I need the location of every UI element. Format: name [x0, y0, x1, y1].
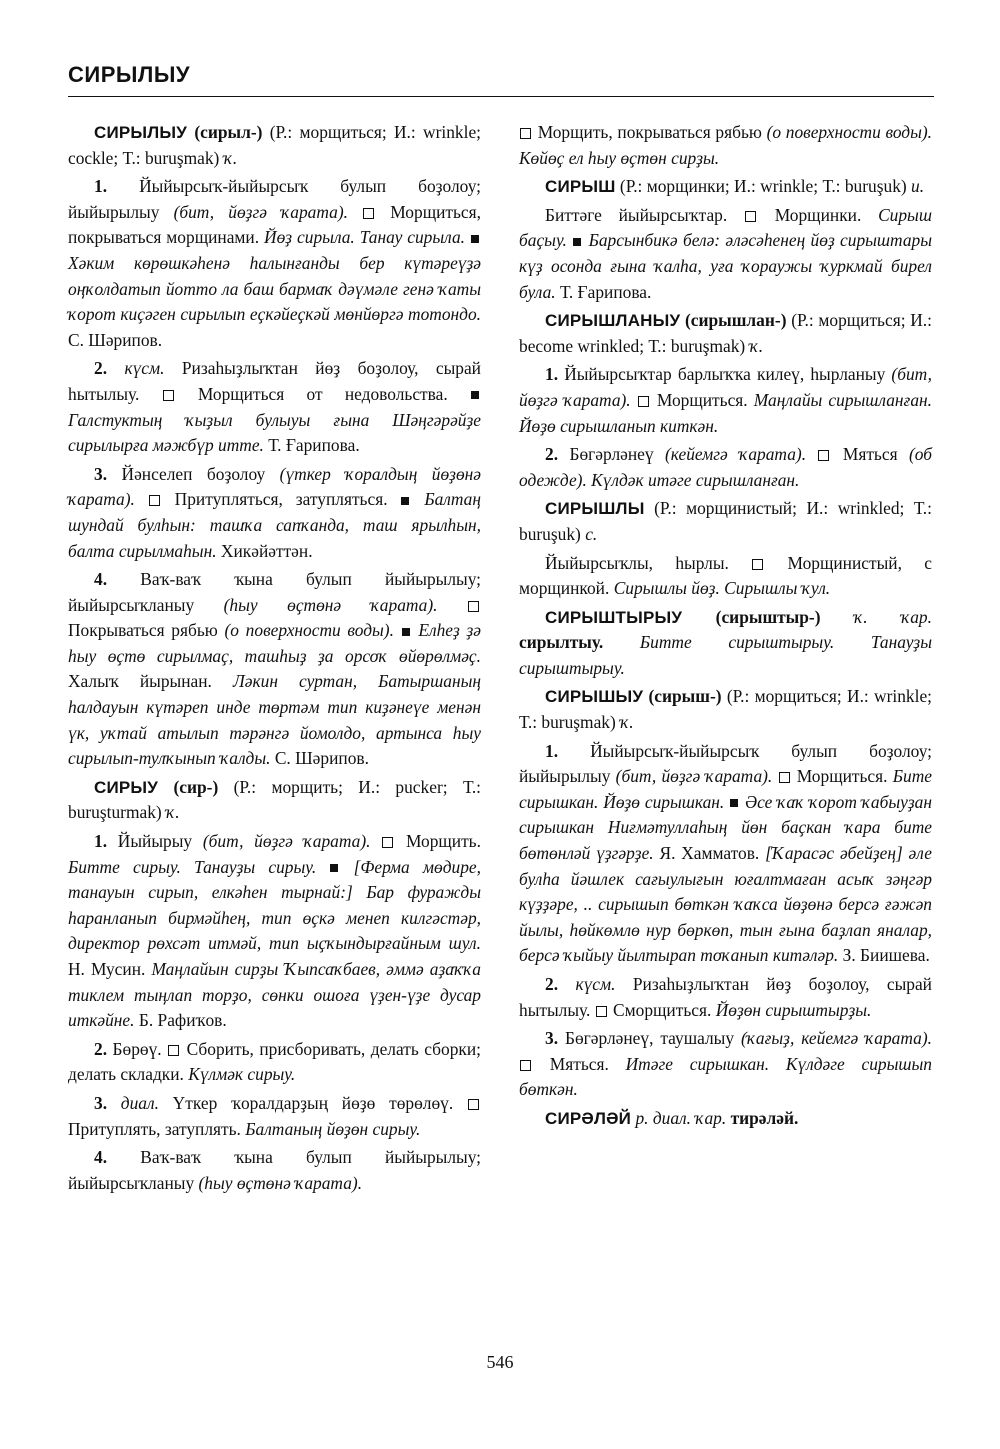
citation: [Ҡарасәс әбейҙең] әле булһа йәшлек сағыулығын юғалтмаған асыҡ зәңгәр күҙҙәре, .. сирышып бөткән ҡаҡса йөҙөнә берсә ғәжәп йылы, һөйкөмлө нур бөркөп, тын ғына баҙлап яналар, берсә ҡыйыу йылтырап тоҡанып китәләр.: [519, 843, 932, 966]
definition: Үткер ҡоралдарҙың йөҙө төрөлөү.: [172, 1092, 454, 1113]
example: Йөҙ сирыла. Танау сирыла.: [264, 227, 465, 248]
etymology: (Р.: морщиться; И.: wrinkle; cockle; Т.: buruşmak): [68, 122, 481, 168]
cross-reference: тирәләй.: [730, 1107, 799, 1128]
sense-number: 3.: [545, 1028, 559, 1049]
citation-author: Т. Ғарипова.: [559, 281, 652, 302]
part-of-speech: ҡ.: [166, 802, 180, 823]
usage-label: күсм.: [575, 974, 616, 994]
citation: Елһеҙ ҙә һыу өҫтө сирылмаҫ, ташһыҙ ҙа орсоҡ өйөрөлмәҫ.: [68, 620, 481, 666]
entry-head: [519, 496, 932, 547]
example: Йөҙөн сирыштырҙы.: [715, 999, 872, 1020]
headword: СИРЫШЫУ: [545, 687, 644, 707]
sense-number: 4.: [94, 569, 108, 590]
right-column: [519, 120, 932, 1135]
citation-author: С. Шәрипов.: [68, 329, 163, 350]
headword-stem: (сир-): [173, 776, 219, 797]
definition: Ризаһыҙлыҡтан йөҙ боҙолоу, сырай һытылыу.: [519, 974, 932, 1020]
sense: [68, 829, 481, 1034]
citation-marker-icon: [471, 391, 479, 399]
translation: Морщиться.: [656, 389, 748, 410]
example: Күлдәк итәге сирышланған.: [591, 469, 800, 490]
headword-stem: (сирыштыр-): [715, 606, 821, 627]
citation-author: Б. Рафиҡов.: [138, 1010, 227, 1031]
part-of-speech: и.: [911, 176, 925, 197]
running-head: СИРЫЛЫУ: [68, 62, 191, 87]
usage-note: (бит, йөҙгә ҡарата).: [519, 364, 932, 410]
translation-marker-icon: [752, 559, 763, 570]
entry-head: [519, 605, 932, 682]
translation: Мяться: [842, 444, 909, 465]
citation-author: С. Шәрипов.: [274, 748, 369, 769]
sense-number: 1.: [545, 364, 559, 385]
translation-marker-icon: [638, 396, 649, 407]
headword: СИРЫЛЫУ: [94, 123, 188, 142]
translation-marker-icon: [468, 1099, 479, 1110]
example: Маңлайы сирышланған. Йөҙө сирышланып киткән.: [519, 389, 932, 436]
part-of-speech: с.: [585, 523, 598, 544]
sense-number: 2.: [94, 1038, 108, 1059]
headword-stem: (сирышлан-): [684, 310, 787, 331]
sense: [519, 739, 932, 969]
usage-note: (һыу өҫтөнә ҡарата).: [198, 1172, 363, 1193]
translation: Морщить.: [405, 831, 481, 852]
translation: Притупляться, затупляться.: [174, 489, 388, 510]
headword-stem: (сирыш-): [648, 686, 722, 707]
sense: [68, 462, 481, 564]
part-of-speech: ҡ.: [620, 712, 634, 733]
usage-note: (бит, йөҙгә ҡарата).: [202, 831, 371, 852]
sense-number: 3.: [94, 1092, 108, 1113]
sense-number: 2.: [545, 974, 559, 994]
translation-marker-icon: [596, 1006, 607, 1017]
translation: Притуплять, затуплять.: [68, 1118, 241, 1139]
sense: [519, 972, 932, 1023]
citation-marker-icon: [573, 238, 581, 246]
entry-head: [68, 775, 481, 826]
usage-note: (һыу өҫтөнә ҡарата).: [223, 594, 438, 615]
sense-number: 2.: [545, 444, 559, 465]
definition: Йыйырсыҡ-йыйырсыҡ булып боҙолоу; йыйырылыу: [68, 176, 481, 222]
entry-head: [519, 1106, 932, 1132]
definition: Йыйырсыҡлы, һырлы.: [545, 552, 729, 573]
citation-marker-icon: [401, 497, 409, 505]
translation-marker-icon: [818, 450, 829, 461]
sense: [68, 174, 481, 353]
definition: Бөрөү.: [112, 1038, 162, 1059]
etymology: (Р.: морщинки; И.: wrinkle; Т.: buruşuk): [615, 176, 912, 197]
citation-marker-icon: [402, 628, 410, 636]
sense: [519, 1026, 932, 1103]
usage-note: (бит, йөҙгә ҡарата).: [615, 766, 773, 787]
citation: Маңлайын сирҙы Ҡыпсаҡбаев, әммә аҙаҡҡа тиклем тыңлап торҙо, сөнки ошоға үҙен-үҙе дусар иткәйне.: [68, 959, 482, 1031]
part-of-speech: р. диал. ҡар.: [635, 1107, 727, 1128]
translation: Морщинки.: [774, 204, 862, 225]
definition: Бөгәрләнеү, таушалыу: [564, 1028, 741, 1049]
translation-marker-icon: [382, 837, 393, 848]
cross-reference: сирылтыу.: [519, 632, 604, 653]
sense-number: 4.: [94, 1147, 108, 1168]
example: Сирыш баҫыу.: [519, 204, 932, 251]
sense: [68, 356, 481, 458]
translation-marker-icon: [779, 772, 790, 783]
sense-number: 1.: [94, 831, 108, 852]
translation: Морщиться от недовольства.: [197, 383, 448, 404]
definition: Ваҡ-ваҡ ҡына булып йыйырылыу; йыйырсыҡланыу: [68, 569, 481, 615]
definition: Йәнселеп боҙолоу: [121, 463, 280, 484]
header-rule: [68, 96, 934, 97]
citation-author: Н. Мусин.: [68, 959, 146, 979]
sense: [68, 1091, 481, 1142]
citation-marker-icon: [730, 799, 738, 807]
sense-continuation: [519, 120, 932, 171]
usage-label: диал.: [120, 1092, 159, 1113]
example: Битте сирыу. Танауҙы сирыу.: [68, 856, 317, 877]
example: Сирышлы йөҙ. Сирышлы ҡул.: [613, 578, 831, 599]
translation: Морщиться.: [796, 766, 888, 787]
usage-note: (үткер ҡоралдың йөҙөнә ҡарата).: [68, 463, 481, 510]
definition: Йыйырсыҡ-йыйырсыҡ булып боҙолоу; йыйырылыу: [519, 740, 932, 787]
entry-head: [68, 120, 481, 171]
headword: СИРЫШЛЫ: [545, 499, 645, 519]
citation-author: Хикәйәттән.: [220, 540, 313, 561]
example: Битте сирыштырыу. Танауҙы сирыштырыу.: [519, 632, 932, 678]
usage-note: (кейемгә ҡарата).: [664, 444, 807, 465]
citation: Әсе ҡаҡ ҡорот ҡабыуҙан сирышкан Ниғмәтуллаһың йөн баҫкан ҡара бите бөтөнләй үҙгәрҙе.: [519, 791, 932, 864]
translation-marker-icon: [168, 1045, 179, 1056]
definition: Биттәге йыйырсыҡтар.: [545, 204, 728, 225]
etymology: (Р.: морщинистый; И.: wrinkled; Т.: buruşuk): [519, 498, 932, 544]
citation: [Ферма мөдире, танауын сирып, елкәһен тырнай:] Бар фуражды һаранланып бирмәйһең, тип өҫкә менеп килгәстәр, директор рөхсәт итмәй, тип ыҫҡындырғайным шул.: [68, 856, 481, 954]
definition: Бөгәрләнеү: [569, 444, 665, 465]
definition: Ваҡ-ваҡ ҡына булып йыйырылыу; йыйырсыҡланыу: [68, 1147, 481, 1193]
example: Көйөҫ ел һыу өҫтөн сирҙы.: [519, 147, 720, 168]
usage-note: (бит, йөҙгә ҡарата).: [173, 201, 348, 222]
translation: Покрываться рябью: [68, 620, 218, 641]
example: Балтаның йөҙөн сирыу.: [245, 1118, 421, 1139]
sense-number: 1.: [94, 176, 108, 197]
translation: Морщинистый, с морщинкой.: [519, 552, 932, 599]
translation: Морщить, покрываться рябью: [537, 122, 767, 142]
headword: СИРЫУ: [94, 777, 159, 797]
etymology: (Р.: морщить; И.: pucker; Т.: buruşturmak): [68, 776, 482, 823]
translation-marker-icon: [468, 601, 479, 612]
left-column: [68, 120, 481, 1199]
part-of-speech: ҡ.: [223, 147, 238, 168]
headword: СИРЫШТЫРЫУ: [545, 607, 683, 627]
headword: СИРЫШЛАНЫУ: [545, 311, 681, 331]
citation: Галстуктың ҡыҙыл булыуы ғына Шәңгәрәйҙе сирылырға мәжбүр итте.: [68, 409, 481, 456]
sense-number: 2.: [94, 358, 108, 379]
translation: Сборить, присборивать, делать сборки; делать складки.: [68, 1038, 481, 1085]
headword: СИРЫШ: [545, 177, 616, 197]
spacer: [821, 607, 855, 627]
example: Итәге сирышкан. Күлдәге сирышып бөткән.: [519, 1053, 932, 1100]
translation-marker-icon: [163, 390, 174, 401]
etymology: (Р.: морщиться; И.: become wrinkled; Т.: buruşmak): [519, 310, 932, 356]
headword-stem: (сирыл-): [194, 122, 263, 142]
citation: Барсынбикә белә: әләсәһенең йөҙ сирыштары күҙ осонда ғына ҡалһа, уға ҡораужы ҡуркмай бирел була.: [519, 230, 933, 302]
part-of-speech: ҡ. ҡар.: [854, 606, 932, 627]
part-of-speech: ҡ.: [749, 335, 764, 356]
sense: [519, 551, 932, 602]
citation: Хәким көрөшкәһенә һалынғанды бер күтәреүҙә оңҡолдатып йотто ла баш бармаҡ дәүмәле генә ҡаты ҡорот киҫәген сирылып еҫкәйеҫкәй мөнйөргә тотондо.: [68, 252, 481, 325]
citation: Ләкин суртан, Батыршаның һалдауын күтәреп инде төртәм тип киҙәнеүе менән үк, уҡтай атылып тәрәнгә йомолдо, артынса һыу сирылып-тулҡынып ҡалды.: [68, 671, 481, 769]
citation-author: З. Биишева.: [842, 945, 930, 966]
citation-author: Я. Хамматов.: [659, 843, 760, 864]
translation-note: (о поверхности воды).: [224, 620, 394, 641]
entry-head: [519, 684, 932, 735]
translation-marker-icon: [520, 1060, 531, 1071]
sense: [519, 442, 932, 493]
translation: Сморщиться.: [613, 999, 712, 1020]
citation-author: Т. Ғарипова.: [268, 435, 360, 456]
sense-number: 3.: [94, 463, 108, 484]
usage-label: күсм.: [124, 358, 165, 379]
citation-marker-icon: [471, 235, 479, 243]
sense: [519, 362, 932, 439]
usage-note: (ҡағыҙ, кейемгә ҡарата).: [740, 1028, 932, 1049]
sense: [519, 203, 932, 305]
entry-head: [519, 174, 932, 200]
translation: Морщиться, покрываться морщинами.: [68, 201, 481, 248]
etymology: (Р.: морщиться; И.: wrinkle; Т.: buruşmak): [519, 686, 932, 733]
headword: СИРӘЛӘЙ: [545, 1108, 632, 1128]
definition: Йыйырыу: [117, 831, 203, 852]
citation: Балтаң шундай булһын: ташҡа сапҡанда, таш ярылһын, балта сирылмаһын.: [68, 489, 481, 561]
sense-number: 1.: [545, 740, 559, 761]
citation-author: Халыҡ йырынан.: [68, 671, 212, 692]
translation-marker-icon: [745, 211, 756, 222]
translation-note: (об одежде).: [519, 444, 932, 490]
translation: Мяться.: [549, 1053, 609, 1074]
citation-marker-icon: [330, 864, 338, 872]
example: Күлмәк сирыу.: [188, 1064, 296, 1085]
sense: [68, 1145, 481, 1196]
page-number: 546: [486, 1352, 514, 1372]
translation-note: (о поверхности воды).: [766, 122, 932, 142]
translation-marker-icon: [149, 495, 160, 506]
definition: Ризаһыҙлыҡтан йөҙ боҙолоу, сырай һытылыу.: [68, 358, 481, 404]
definition: Йыйырсыҡтар барлыҡҡа килеү, һырланыу: [564, 364, 892, 385]
example: Бите сирышкан. Йөҙө сирышкан.: [519, 766, 932, 812]
sense: [68, 1037, 481, 1088]
translation-marker-icon: [363, 208, 374, 219]
sense: [68, 567, 481, 772]
entry-head: [519, 308, 932, 359]
translation-marker-icon: [520, 128, 531, 139]
